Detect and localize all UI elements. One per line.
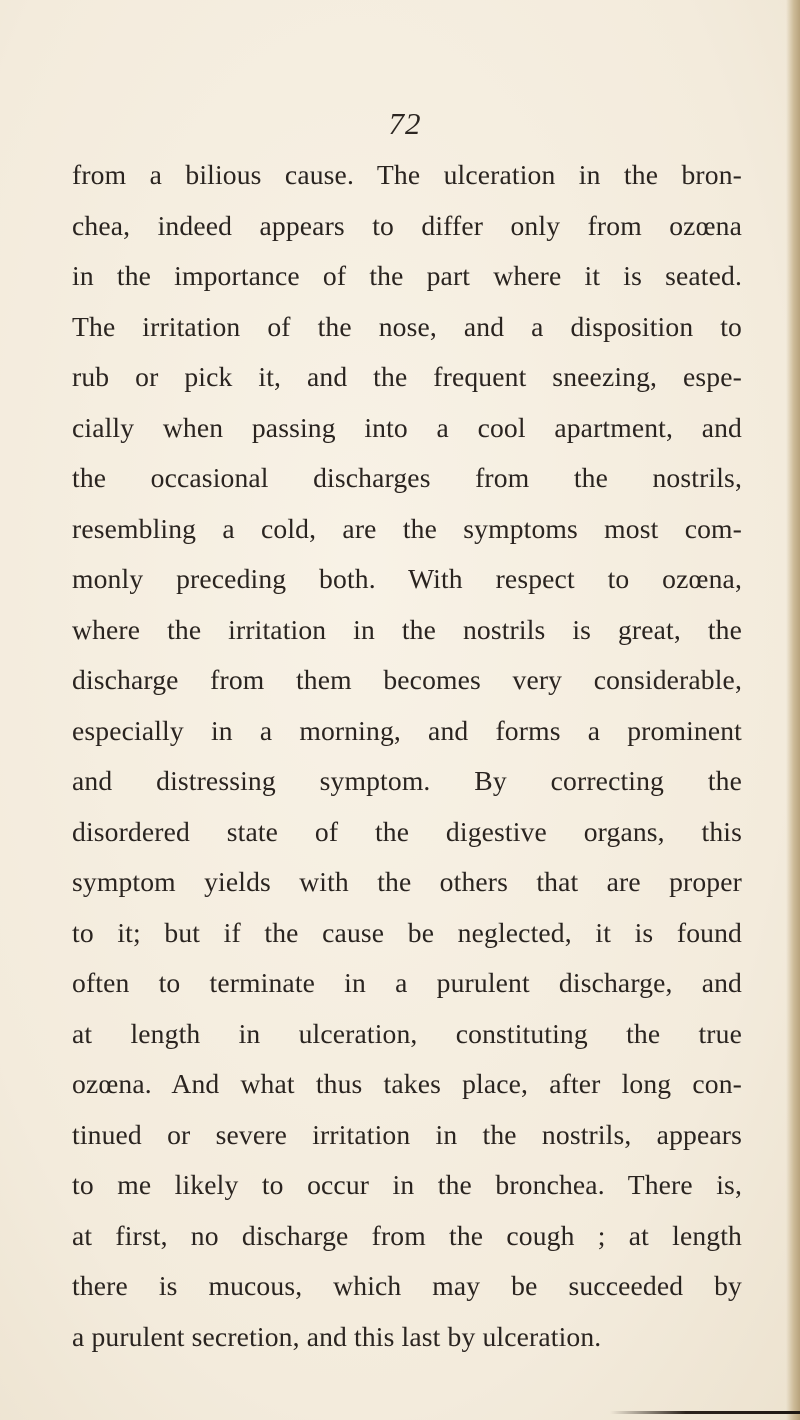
page-edge-shadow [786, 0, 800, 1420]
text-line: monly preceding both. With respect to ozœna, [72, 563, 742, 594]
text-line: to it; but if the cause be neglected, it is found [72, 916, 742, 948]
text-line: chea, indeed appears to differ only from ozœna [72, 209, 742, 241]
text-line: ozœna. And what thus takes place, after long con- [72, 1068, 742, 1099]
text-line: to me likely to occur in the bronchea. There is, [72, 1169, 742, 1200]
text-line: often to terminate in a purulent discharge, and [72, 967, 742, 998]
text-line: from a bilious cause. The ulceration in the bron- [72, 159, 742, 190]
text-line: in the importance of the part where it is seated. [72, 260, 742, 291]
text-line: discharge from them becomes very considerable, [72, 664, 742, 695]
text-line: symptom yields with the others that are proper [72, 866, 742, 897]
text-line: resembling a cold, are the symptoms most com- [72, 512, 742, 544]
text-line: The irritation of the nose, and a disposition to [72, 310, 742, 342]
text-line: where the irritation in the nostrils is great, the [72, 613, 742, 645]
text-line: tinued or severe irritation in the nostrils, appears [72, 1118, 742, 1150]
text-line: at first, no discharge from the cough ; at length [72, 1219, 742, 1251]
text-line: cially when passing into a cool apartment, and [72, 411, 742, 443]
text-line: a purulent secretion, and this last by ulceration. [72, 1320, 602, 1352]
text-line: rub or pick it, and the frequent sneezing, espe- [72, 361, 742, 392]
text-line: disordered state of the digestive organs, this [72, 815, 742, 847]
page-number: 72 [388, 106, 422, 141]
page-bottom-rule [610, 1411, 800, 1414]
text-line: at length in ulceration, constituting the true [72, 1017, 742, 1049]
text-line: and distressing symptom. By correcting the [72, 765, 742, 796]
text-line: there is mucous, which may be succeeded by [72, 1270, 742, 1301]
text-line: especially in a morning, and forms a prominent [72, 714, 742, 746]
body-text [72, 150, 742, 1362]
text-line: the occasional discharges from the nostrils, [72, 462, 742, 493]
